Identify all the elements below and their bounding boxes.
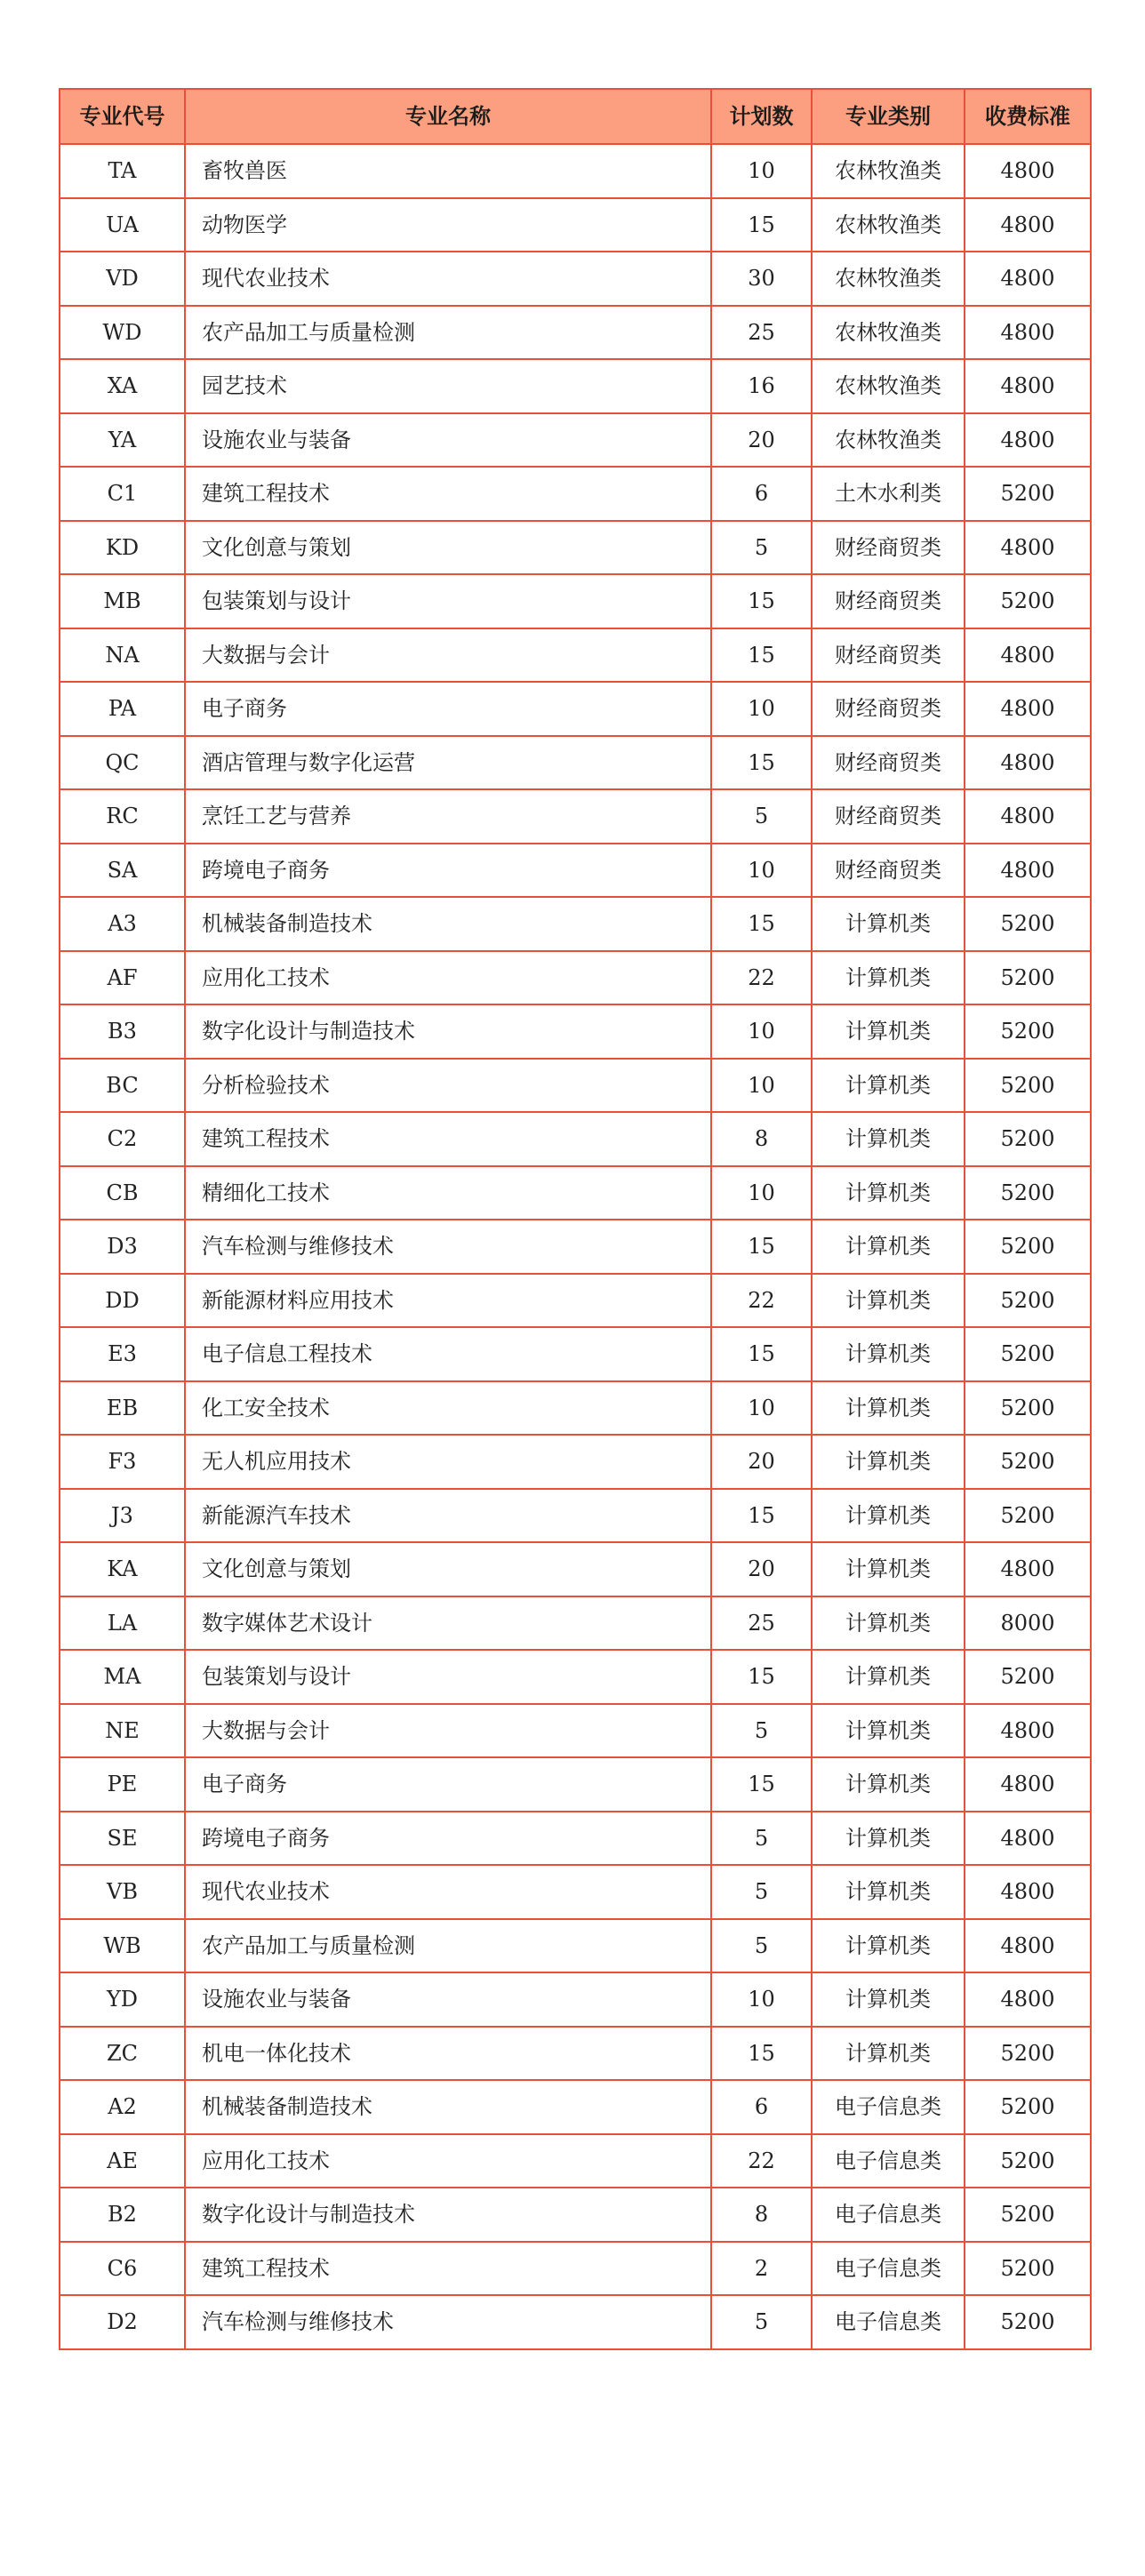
cell-plan: 2 bbox=[711, 2242, 812, 2296]
table-row bbox=[60, 2242, 1091, 2296]
table-row bbox=[60, 844, 1091, 898]
cell-plan: 5 bbox=[711, 1704, 812, 1758]
table-row bbox=[60, 1596, 1091, 1651]
cell-plan: 10 bbox=[711, 1059, 812, 1113]
cell-code: YA bbox=[60, 413, 185, 468]
cell-fee: 5200 bbox=[965, 1004, 1091, 1059]
table-row bbox=[60, 252, 1091, 306]
table-row bbox=[60, 1865, 1091, 1919]
cell-code: DD bbox=[60, 1274, 185, 1328]
table-row bbox=[60, 2080, 1091, 2134]
cell-plan: 5 bbox=[711, 1812, 812, 1866]
cell-fee: 5200 bbox=[965, 2080, 1091, 2134]
cell-name: 精细化工技术 bbox=[185, 1166, 711, 1220]
cell-name: 机械装备制造技术 bbox=[185, 2080, 711, 2134]
cell-name: 烹饪工艺与营养 bbox=[185, 789, 711, 844]
cell-category: 计算机类 bbox=[812, 1059, 965, 1113]
cell-name: 数字媒体艺术设计 bbox=[185, 1596, 711, 1651]
cell-category: 计算机类 bbox=[812, 1650, 965, 1704]
cell-code: C1 bbox=[60, 467, 185, 521]
cell-code: A2 bbox=[60, 2080, 185, 2134]
table-row bbox=[60, 467, 1091, 521]
cell-code: KD bbox=[60, 521, 185, 575]
cell-fee: 5200 bbox=[965, 574, 1091, 628]
cell-category: 计算机类 bbox=[812, 951, 965, 1005]
cell-name: 园艺技术 bbox=[185, 359, 711, 413]
cell-fee: 4800 bbox=[965, 1542, 1091, 1596]
cell-plan: 15 bbox=[711, 198, 812, 252]
cell-plan: 20 bbox=[711, 1542, 812, 1596]
cell-fee: 4800 bbox=[965, 1757, 1091, 1812]
cell-name: 汽车检测与维修技术 bbox=[185, 1220, 711, 1274]
table-row bbox=[60, 1004, 1091, 1059]
cell-name: 新能源汽车技术 bbox=[185, 1489, 711, 1543]
cell-plan: 16 bbox=[711, 359, 812, 413]
cell-category: 电子信息类 bbox=[812, 2242, 965, 2296]
table-row bbox=[60, 951, 1091, 1005]
cell-name: 畜牧兽医 bbox=[185, 144, 711, 198]
cell-code: XA bbox=[60, 359, 185, 413]
cell-fee: 4800 bbox=[965, 306, 1091, 360]
header-code: 专业代号 bbox=[60, 89, 185, 144]
cell-plan: 5 bbox=[711, 1919, 812, 1973]
cell-fee: 4800 bbox=[965, 359, 1091, 413]
table-row bbox=[60, 1919, 1091, 1973]
table-row bbox=[60, 2188, 1091, 2242]
table-row bbox=[60, 2295, 1091, 2349]
cell-category: 农林牧渔类 bbox=[812, 144, 965, 198]
cell-plan: 30 bbox=[711, 252, 812, 306]
table-header bbox=[60, 89, 1091, 144]
header-name: 专业名称 bbox=[185, 89, 711, 144]
cell-category: 计算机类 bbox=[812, 1381, 965, 1436]
cell-category: 财经商贸类 bbox=[812, 628, 965, 683]
header-plan: 计划数 bbox=[711, 89, 812, 144]
cell-code: QC bbox=[60, 736, 185, 790]
cell-name: 数字化设计与制造技术 bbox=[185, 1004, 711, 1059]
table-row bbox=[60, 1381, 1091, 1436]
cell-code: BC bbox=[60, 1059, 185, 1113]
cell-name: 无人机应用技术 bbox=[185, 1435, 711, 1489]
cell-name: 数字化设计与制造技术 bbox=[185, 2188, 711, 2242]
cell-fee: 5200 bbox=[965, 1166, 1091, 1220]
cell-name: 文化创意与策划 bbox=[185, 1542, 711, 1596]
cell-plan: 10 bbox=[711, 1166, 812, 1220]
cell-code: AF bbox=[60, 951, 185, 1005]
header-fee: 收费标准 bbox=[965, 89, 1091, 144]
cell-fee: 5200 bbox=[965, 1327, 1091, 1381]
cell-category: 计算机类 bbox=[812, 2027, 965, 2081]
cell-name: 文化创意与策划 bbox=[185, 521, 711, 575]
table-row bbox=[60, 1650, 1091, 1704]
cell-fee: 4800 bbox=[965, 736, 1091, 790]
cell-category: 计算机类 bbox=[812, 897, 965, 951]
cell-fee: 5200 bbox=[965, 1059, 1091, 1113]
cell-fee: 4800 bbox=[965, 1865, 1091, 1919]
cell-category: 计算机类 bbox=[812, 1274, 965, 1328]
cell-category: 计算机类 bbox=[812, 1919, 965, 1973]
cell-code: E3 bbox=[60, 1327, 185, 1381]
cell-plan: 25 bbox=[711, 306, 812, 360]
cell-code: UA bbox=[60, 198, 185, 252]
cell-category: 农林牧渔类 bbox=[812, 413, 965, 468]
cell-name: 现代农业技术 bbox=[185, 1865, 711, 1919]
cell-plan: 15 bbox=[711, 1220, 812, 1274]
cell-plan: 5 bbox=[711, 521, 812, 575]
cell-plan: 8 bbox=[711, 2188, 812, 2242]
table-row bbox=[60, 1542, 1091, 1596]
cell-code: VD bbox=[60, 252, 185, 306]
cell-plan: 10 bbox=[711, 1972, 812, 2027]
cell-fee: 5200 bbox=[965, 2134, 1091, 2188]
cell-plan: 15 bbox=[711, 1650, 812, 1704]
cell-plan: 8 bbox=[711, 1112, 812, 1166]
cell-code: EB bbox=[60, 1381, 185, 1436]
cell-category: 财经商贸类 bbox=[812, 682, 965, 736]
cell-fee: 4800 bbox=[965, 789, 1091, 844]
cell-category: 计算机类 bbox=[812, 1004, 965, 1059]
cell-category: 计算机类 bbox=[812, 1757, 965, 1812]
cell-code: NA bbox=[60, 628, 185, 683]
cell-plan: 10 bbox=[711, 1381, 812, 1436]
cell-fee: 4800 bbox=[965, 844, 1091, 898]
cell-plan: 6 bbox=[711, 2080, 812, 2134]
cell-code: J3 bbox=[60, 1489, 185, 1543]
cell-name: 设施农业与装备 bbox=[185, 1972, 711, 2027]
cell-plan: 25 bbox=[711, 1596, 812, 1651]
cell-name: 建筑工程技术 bbox=[185, 2242, 711, 2296]
table-row bbox=[60, 1757, 1091, 1812]
cell-name: 酒店管理与数字化运营 bbox=[185, 736, 711, 790]
cell-fee: 5200 bbox=[965, 2242, 1091, 2296]
cell-name: 建筑工程技术 bbox=[185, 1112, 711, 1166]
table-row bbox=[60, 1220, 1091, 1274]
cell-name: 应用化工技术 bbox=[185, 2134, 711, 2188]
cell-code: ZC bbox=[60, 2027, 185, 2081]
cell-name: 动物医学 bbox=[185, 198, 711, 252]
cell-fee: 5200 bbox=[965, 1489, 1091, 1543]
cell-plan: 20 bbox=[711, 1435, 812, 1489]
cell-plan: 22 bbox=[711, 1274, 812, 1328]
cell-plan: 15 bbox=[711, 897, 812, 951]
table-row bbox=[60, 628, 1091, 683]
cell-fee: 4800 bbox=[965, 628, 1091, 683]
table-row bbox=[60, 1166, 1091, 1220]
cell-plan: 10 bbox=[711, 1004, 812, 1059]
cell-plan: 10 bbox=[711, 844, 812, 898]
cell-name: 机电一体化技术 bbox=[185, 2027, 711, 2081]
cell-fee: 4800 bbox=[965, 252, 1091, 306]
cell-plan: 15 bbox=[711, 2027, 812, 2081]
cell-name: 分析检验技术 bbox=[185, 1059, 711, 1113]
cell-plan: 6 bbox=[711, 467, 812, 521]
cell-fee: 5200 bbox=[965, 2188, 1091, 2242]
cell-fee: 5200 bbox=[965, 1220, 1091, 1274]
table-row bbox=[60, 1972, 1091, 2027]
table-row bbox=[60, 1489, 1091, 1543]
cell-plan: 15 bbox=[711, 1489, 812, 1543]
cell-category: 农林牧渔类 bbox=[812, 198, 965, 252]
cell-category: 财经商贸类 bbox=[812, 789, 965, 844]
cell-category: 土木水利类 bbox=[812, 467, 965, 521]
cell-category: 农林牧渔类 bbox=[812, 306, 965, 360]
cell-code: AE bbox=[60, 2134, 185, 2188]
cell-category: 财经商贸类 bbox=[812, 521, 965, 575]
cell-fee: 5200 bbox=[965, 1435, 1091, 1489]
cell-category: 计算机类 bbox=[812, 1220, 965, 1274]
cell-category: 计算机类 bbox=[812, 1489, 965, 1543]
header-category: 专业类别 bbox=[812, 89, 965, 144]
cell-code: SE bbox=[60, 1812, 185, 1866]
cell-plan: 20 bbox=[711, 413, 812, 468]
cell-category: 计算机类 bbox=[812, 1327, 965, 1381]
table-row bbox=[60, 1704, 1091, 1758]
table-body bbox=[60, 144, 1091, 2349]
table-row bbox=[60, 682, 1091, 736]
cell-name: 跨境电子商务 bbox=[185, 1812, 711, 1866]
cell-code: RC bbox=[60, 789, 185, 844]
cell-category: 计算机类 bbox=[812, 1812, 965, 1866]
cell-category: 计算机类 bbox=[812, 1972, 965, 2027]
cell-name: 化工安全技术 bbox=[185, 1381, 711, 1436]
cell-fee: 4800 bbox=[965, 1704, 1091, 1758]
cell-name: 汽车检测与维修技术 bbox=[185, 2295, 711, 2349]
cell-fee: 5200 bbox=[965, 2027, 1091, 2081]
cell-name: 机械装备制造技术 bbox=[185, 897, 711, 951]
cell-category: 计算机类 bbox=[812, 1865, 965, 1919]
cell-code: F3 bbox=[60, 1435, 185, 1489]
table-row bbox=[60, 306, 1091, 360]
cell-category: 财经商贸类 bbox=[812, 574, 965, 628]
table-row bbox=[60, 2134, 1091, 2188]
cell-category: 计算机类 bbox=[812, 1112, 965, 1166]
cell-plan: 5 bbox=[711, 789, 812, 844]
cell-name: 大数据与会计 bbox=[185, 628, 711, 683]
cell-category: 财经商贸类 bbox=[812, 736, 965, 790]
cell-fee: 5200 bbox=[965, 1274, 1091, 1328]
table-row bbox=[60, 1327, 1091, 1381]
cell-fee: 5200 bbox=[965, 951, 1091, 1005]
cell-category: 计算机类 bbox=[812, 1166, 965, 1220]
cell-fee: 5200 bbox=[965, 1381, 1091, 1436]
table-row bbox=[60, 198, 1091, 252]
cell-fee: 4800 bbox=[965, 198, 1091, 252]
cell-fee: 4800 bbox=[965, 1812, 1091, 1866]
cell-fee: 4800 bbox=[965, 1972, 1091, 2027]
cell-code: KA bbox=[60, 1542, 185, 1596]
table-row bbox=[60, 1112, 1091, 1166]
cell-category: 农林牧渔类 bbox=[812, 252, 965, 306]
cell-name: 新能源材料应用技术 bbox=[185, 1274, 711, 1328]
cell-name: 建筑工程技术 bbox=[185, 467, 711, 521]
cell-name: 设施农业与装备 bbox=[185, 413, 711, 468]
table-row bbox=[60, 359, 1091, 413]
cell-name: 电子商务 bbox=[185, 1757, 711, 1812]
cell-name: 现代农业技术 bbox=[185, 252, 711, 306]
enrollment-table-container bbox=[59, 88, 1090, 2350]
cell-fee: 5200 bbox=[965, 897, 1091, 951]
cell-name: 大数据与会计 bbox=[185, 1704, 711, 1758]
table-row bbox=[60, 736, 1091, 790]
cell-fee: 5200 bbox=[965, 1650, 1091, 1704]
cell-fee: 4800 bbox=[965, 521, 1091, 575]
table-row bbox=[60, 1059, 1091, 1113]
cell-code: MA bbox=[60, 1650, 185, 1704]
cell-code: LA bbox=[60, 1596, 185, 1651]
cell-category: 电子信息类 bbox=[812, 2080, 965, 2134]
table-row bbox=[60, 1274, 1091, 1328]
cell-category: 电子信息类 bbox=[812, 2188, 965, 2242]
cell-fee: 4800 bbox=[965, 413, 1091, 468]
cell-code: B2 bbox=[60, 2188, 185, 2242]
cell-code: PE bbox=[60, 1757, 185, 1812]
table-row bbox=[60, 1435, 1091, 1489]
cell-name: 包装策划与设计 bbox=[185, 1650, 711, 1704]
cell-code: C2 bbox=[60, 1112, 185, 1166]
cell-code: A3 bbox=[60, 897, 185, 951]
cell-code: SA bbox=[60, 844, 185, 898]
table-row bbox=[60, 574, 1091, 628]
cell-plan: 15 bbox=[711, 1757, 812, 1812]
cell-plan: 5 bbox=[711, 1865, 812, 1919]
cell-plan: 22 bbox=[711, 951, 812, 1005]
cell-category: 计算机类 bbox=[812, 1435, 965, 1489]
table-row bbox=[60, 413, 1091, 468]
header-row bbox=[60, 89, 1091, 144]
cell-code: NE bbox=[60, 1704, 185, 1758]
cell-code: WB bbox=[60, 1919, 185, 1973]
cell-fee: 8000 bbox=[965, 1596, 1091, 1651]
cell-plan: 15 bbox=[711, 574, 812, 628]
cell-code: D2 bbox=[60, 2295, 185, 2349]
cell-fee: 4800 bbox=[965, 682, 1091, 736]
cell-code: TA bbox=[60, 144, 185, 198]
cell-category: 农林牧渔类 bbox=[812, 359, 965, 413]
cell-code: WD bbox=[60, 306, 185, 360]
cell-code: YD bbox=[60, 1972, 185, 2027]
table-row bbox=[60, 1812, 1091, 1866]
cell-category: 电子信息类 bbox=[812, 2134, 965, 2188]
cell-fee: 4800 bbox=[965, 144, 1091, 198]
table-row bbox=[60, 789, 1091, 844]
table-row bbox=[60, 2027, 1091, 2081]
cell-category: 财经商贸类 bbox=[812, 844, 965, 898]
cell-name: 电子信息工程技术 bbox=[185, 1327, 711, 1381]
cell-code: MB bbox=[60, 574, 185, 628]
cell-fee: 5200 bbox=[965, 2295, 1091, 2349]
cell-plan: 15 bbox=[711, 1327, 812, 1381]
cell-plan: 22 bbox=[711, 2134, 812, 2188]
cell-code: VB bbox=[60, 1865, 185, 1919]
cell-name: 包装策划与设计 bbox=[185, 574, 711, 628]
cell-fee: 5200 bbox=[965, 467, 1091, 521]
cell-fee: 5200 bbox=[965, 1112, 1091, 1166]
cell-plan: 15 bbox=[711, 736, 812, 790]
cell-code: B3 bbox=[60, 1004, 185, 1059]
table-row bbox=[60, 144, 1091, 198]
cell-plan: 10 bbox=[711, 144, 812, 198]
cell-plan: 15 bbox=[711, 628, 812, 683]
table-row bbox=[60, 521, 1091, 575]
cell-name: 跨境电子商务 bbox=[185, 844, 711, 898]
cell-category: 计算机类 bbox=[812, 1542, 965, 1596]
cell-category: 计算机类 bbox=[812, 1704, 965, 1758]
cell-code: CB bbox=[60, 1166, 185, 1220]
cell-plan: 5 bbox=[711, 2295, 812, 2349]
cell-name: 电子商务 bbox=[185, 682, 711, 736]
cell-name: 农产品加工与质量检测 bbox=[185, 1919, 711, 1973]
cell-category: 计算机类 bbox=[812, 1596, 965, 1651]
table-row bbox=[60, 897, 1091, 951]
cell-category: 电子信息类 bbox=[812, 2295, 965, 2349]
cell-code: PA bbox=[60, 682, 185, 736]
cell-name: 农产品加工与质量检测 bbox=[185, 306, 711, 360]
cell-fee: 4800 bbox=[965, 1919, 1091, 1973]
cell-code: D3 bbox=[60, 1220, 185, 1274]
cell-plan: 10 bbox=[711, 682, 812, 736]
cell-name: 应用化工技术 bbox=[185, 951, 711, 1005]
enrollment-plan-table bbox=[59, 88, 1092, 2350]
cell-code: C6 bbox=[60, 2242, 185, 2296]
